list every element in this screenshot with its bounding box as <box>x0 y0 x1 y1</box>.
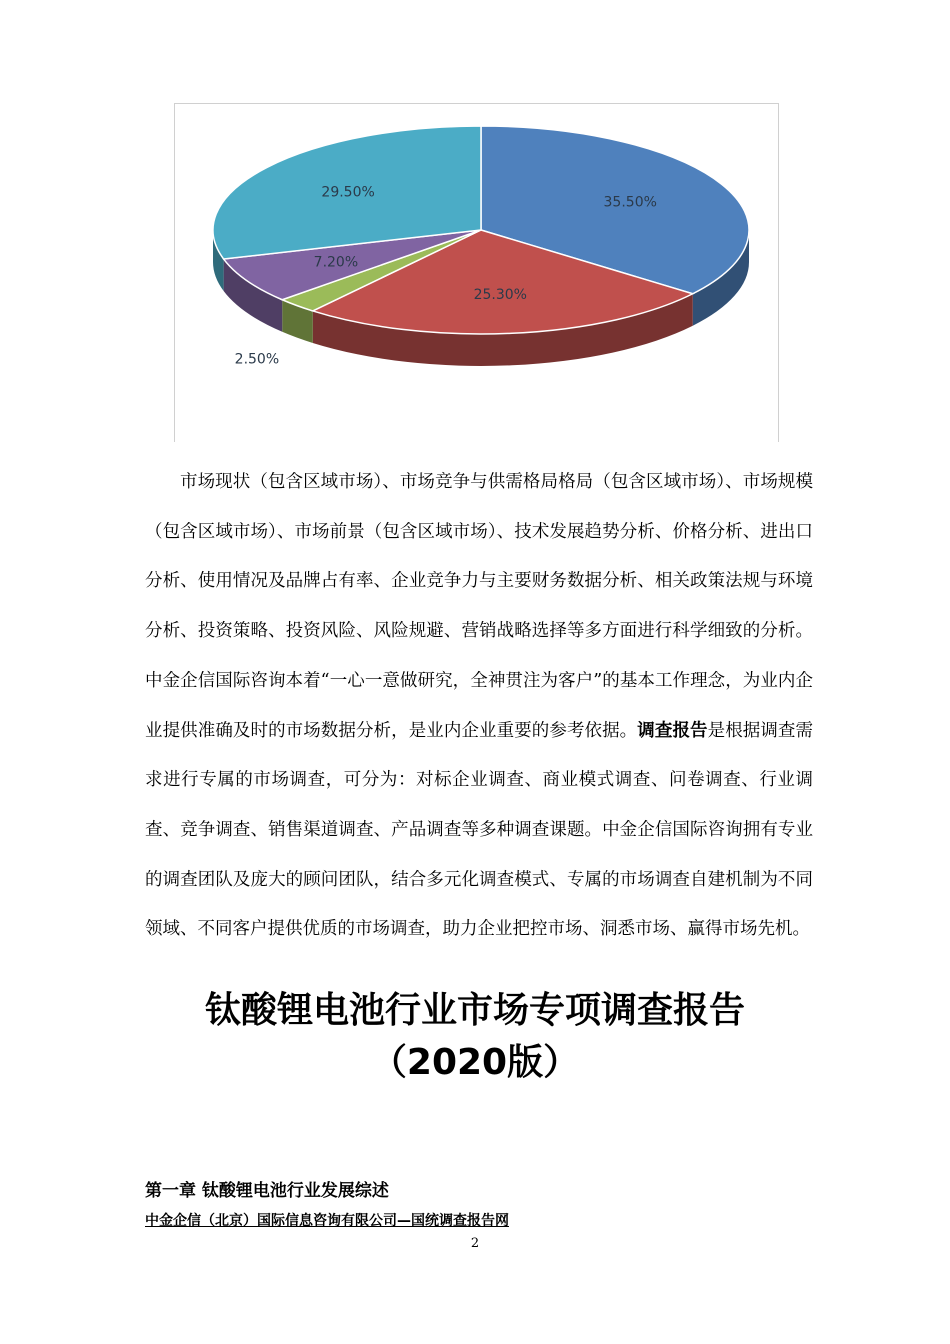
pie-label-1: 25.30% <box>473 287 527 304</box>
body-paragraph <box>145 458 813 955</box>
footer-company-link[interactable]: 中金企信（北京）国际信息咨询有限公司—国统调查报告网 <box>145 1213 509 1229</box>
pie-label-3: 7.20% <box>313 254 359 271</box>
pie-chart <box>174 103 779 442</box>
pie-label-4: 29.50% <box>321 184 375 201</box>
pie-chart-svg <box>175 104 778 442</box>
pie-label-2: 2.50% <box>234 351 280 368</box>
page-number: 2 <box>470 1236 480 1251</box>
body-text-part2: 是根据调查需求进行专属的市场调查，可分为：对标企业调查、商业模式调查、问卷调查、行业调查、竞争调查、销售渠道调查、产品调查等多种调查课题。中金企信国际咨询拥有专业的调查团队及庞大的顾问团队，结合多元化调查模式、专属的市场调查自建机制为不同领域、不同客户提供优质的市场调查，助力企业把控市场、洞悉市场、赢得市场先机。 <box>145 720 814 940</box>
report-title: 钛酸锂电池行业市场专项调查报告（2020版） <box>204 990 745 1083</box>
pie-label-0: 35.50% <box>603 194 657 211</box>
body-text-part1: 市场现状（包含区域市场）、市场竞争与供需格局格局（包含区域市场）、市场规模（包含区域市场）、市场前景（包含区域市场）、技术发展趋势分析、价格分析、进出口分析、使用情况及品牌占有率、企业竞争力与主要财务数据分析、相关政策法规与环境分析、投资策略、投资风险、风险规避、营销战略选择等多方面进行科学细致的分析。中金企信国际咨询本着“一心一意做研究，全神贯注为客户”的基本工作理念，为业内企业提供准确及时的市场数据分析，是业内企业重要的参考依据。 <box>145 472 813 741</box>
chapter-heading: 第一章 钛酸锂电池行业发展综述 <box>145 1181 389 1201</box>
bold-term-survey-report: 调查报告 <box>637 720 708 741</box>
